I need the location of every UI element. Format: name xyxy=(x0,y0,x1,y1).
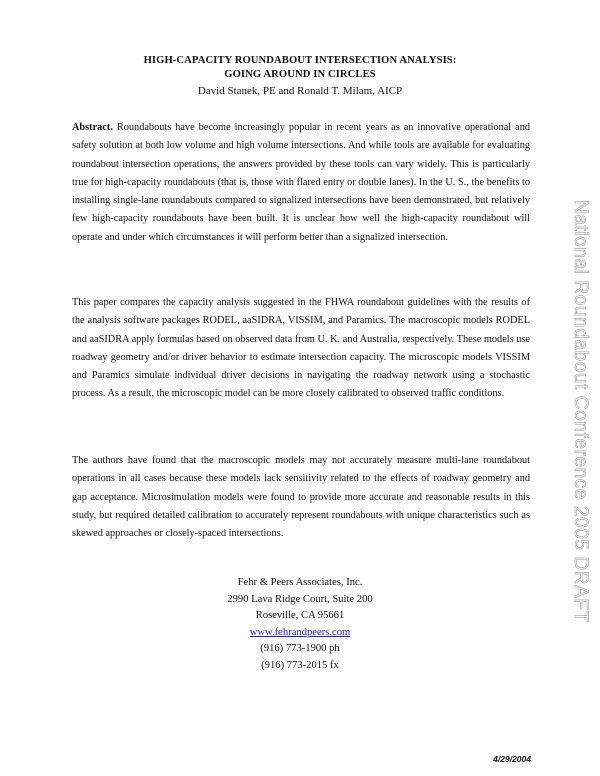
city-state-zip: Roseville, CA 95661 xyxy=(255,610,345,622)
abstract-text: Roundabouts have become increasingly popular in recent years as an innovative operational and safety solution at both low volume and high volume intersections. And while tools are available for evaluating roundabout intersection operations, the answers provided by these tools can vary widely. This is particularly true for high-capacity roundabouts (that is, those with flared entry or double lanes). In the U. S., the benefits to installing single-lane roundabouts compared to signalized intersections have been demonstrated, but relatively few high-capacity roundabouts have been built. It is unclear how well the high-capacity roundabout will operate and under which circumstances it will perform better than a signalized intersection. xyxy=(72,122,531,243)
document-date: 4/29/2004 xyxy=(493,754,531,764)
website-link[interactable]: www.fehrandpeers.com xyxy=(249,626,351,638)
abstract-paragraph xyxy=(72,119,530,247)
paper-title-line-1: HIGH-CAPACITY ROUNDABOUT INTERSECTION ANALYSIS: xyxy=(143,55,457,66)
authors: David Stanek, PE and Ronald T. Milam, AICP xyxy=(197,85,403,97)
draft-watermark: National Roundabout Conference 2005 DRAFT xyxy=(570,200,591,623)
street-address: 2990 Lava Ridge Court, Suite 200 xyxy=(227,593,373,605)
body-paragraph-2: The authors have found that the macroscopic models may not accurately measure multi-lane roundabout operations in all cases because these models lack sensitivity related to the effects of roadway geometry and gap acceptance. Microsimulation models were found to provide more accurate and reasonable results in this study, but required detailed calibration to accurately represent roundabouts with unique characteristics such as skewed approaches or closely-spaced intersections. xyxy=(72,455,530,540)
company-name: Fehr & Peers Associates, Inc. xyxy=(237,577,363,588)
body-paragraph-1: This paper compares the capacity analysis suggested in the FHWA roundabout guidelines with the results of the analysis software packages RODEL, aaSIDRA, VISSIM, and Paramics. The macroscopic models RODEL and aaSIDRA apply formulas based on observed data from U. K. and Australia, respectively. These models use roadway geometry and/or driver behavior to estimate intersection capacity. The microscopic models VISSIM and Paramics simulate individual driver decisions in navigating the roadway network using a stochastic process. As a result, the microscopic model can be more closely calibrated to observed traffic conditions. xyxy=(72,297,530,400)
fax-number: (916) 773-2015 fx xyxy=(261,659,339,671)
contact-block xyxy=(0,575,600,675)
abstract-label: Abstract. xyxy=(72,122,113,133)
paper-title-line-2: GOING AROUND IN CIRCLES xyxy=(224,69,376,80)
phone-number: (916) 773-1900 ph xyxy=(260,643,340,655)
